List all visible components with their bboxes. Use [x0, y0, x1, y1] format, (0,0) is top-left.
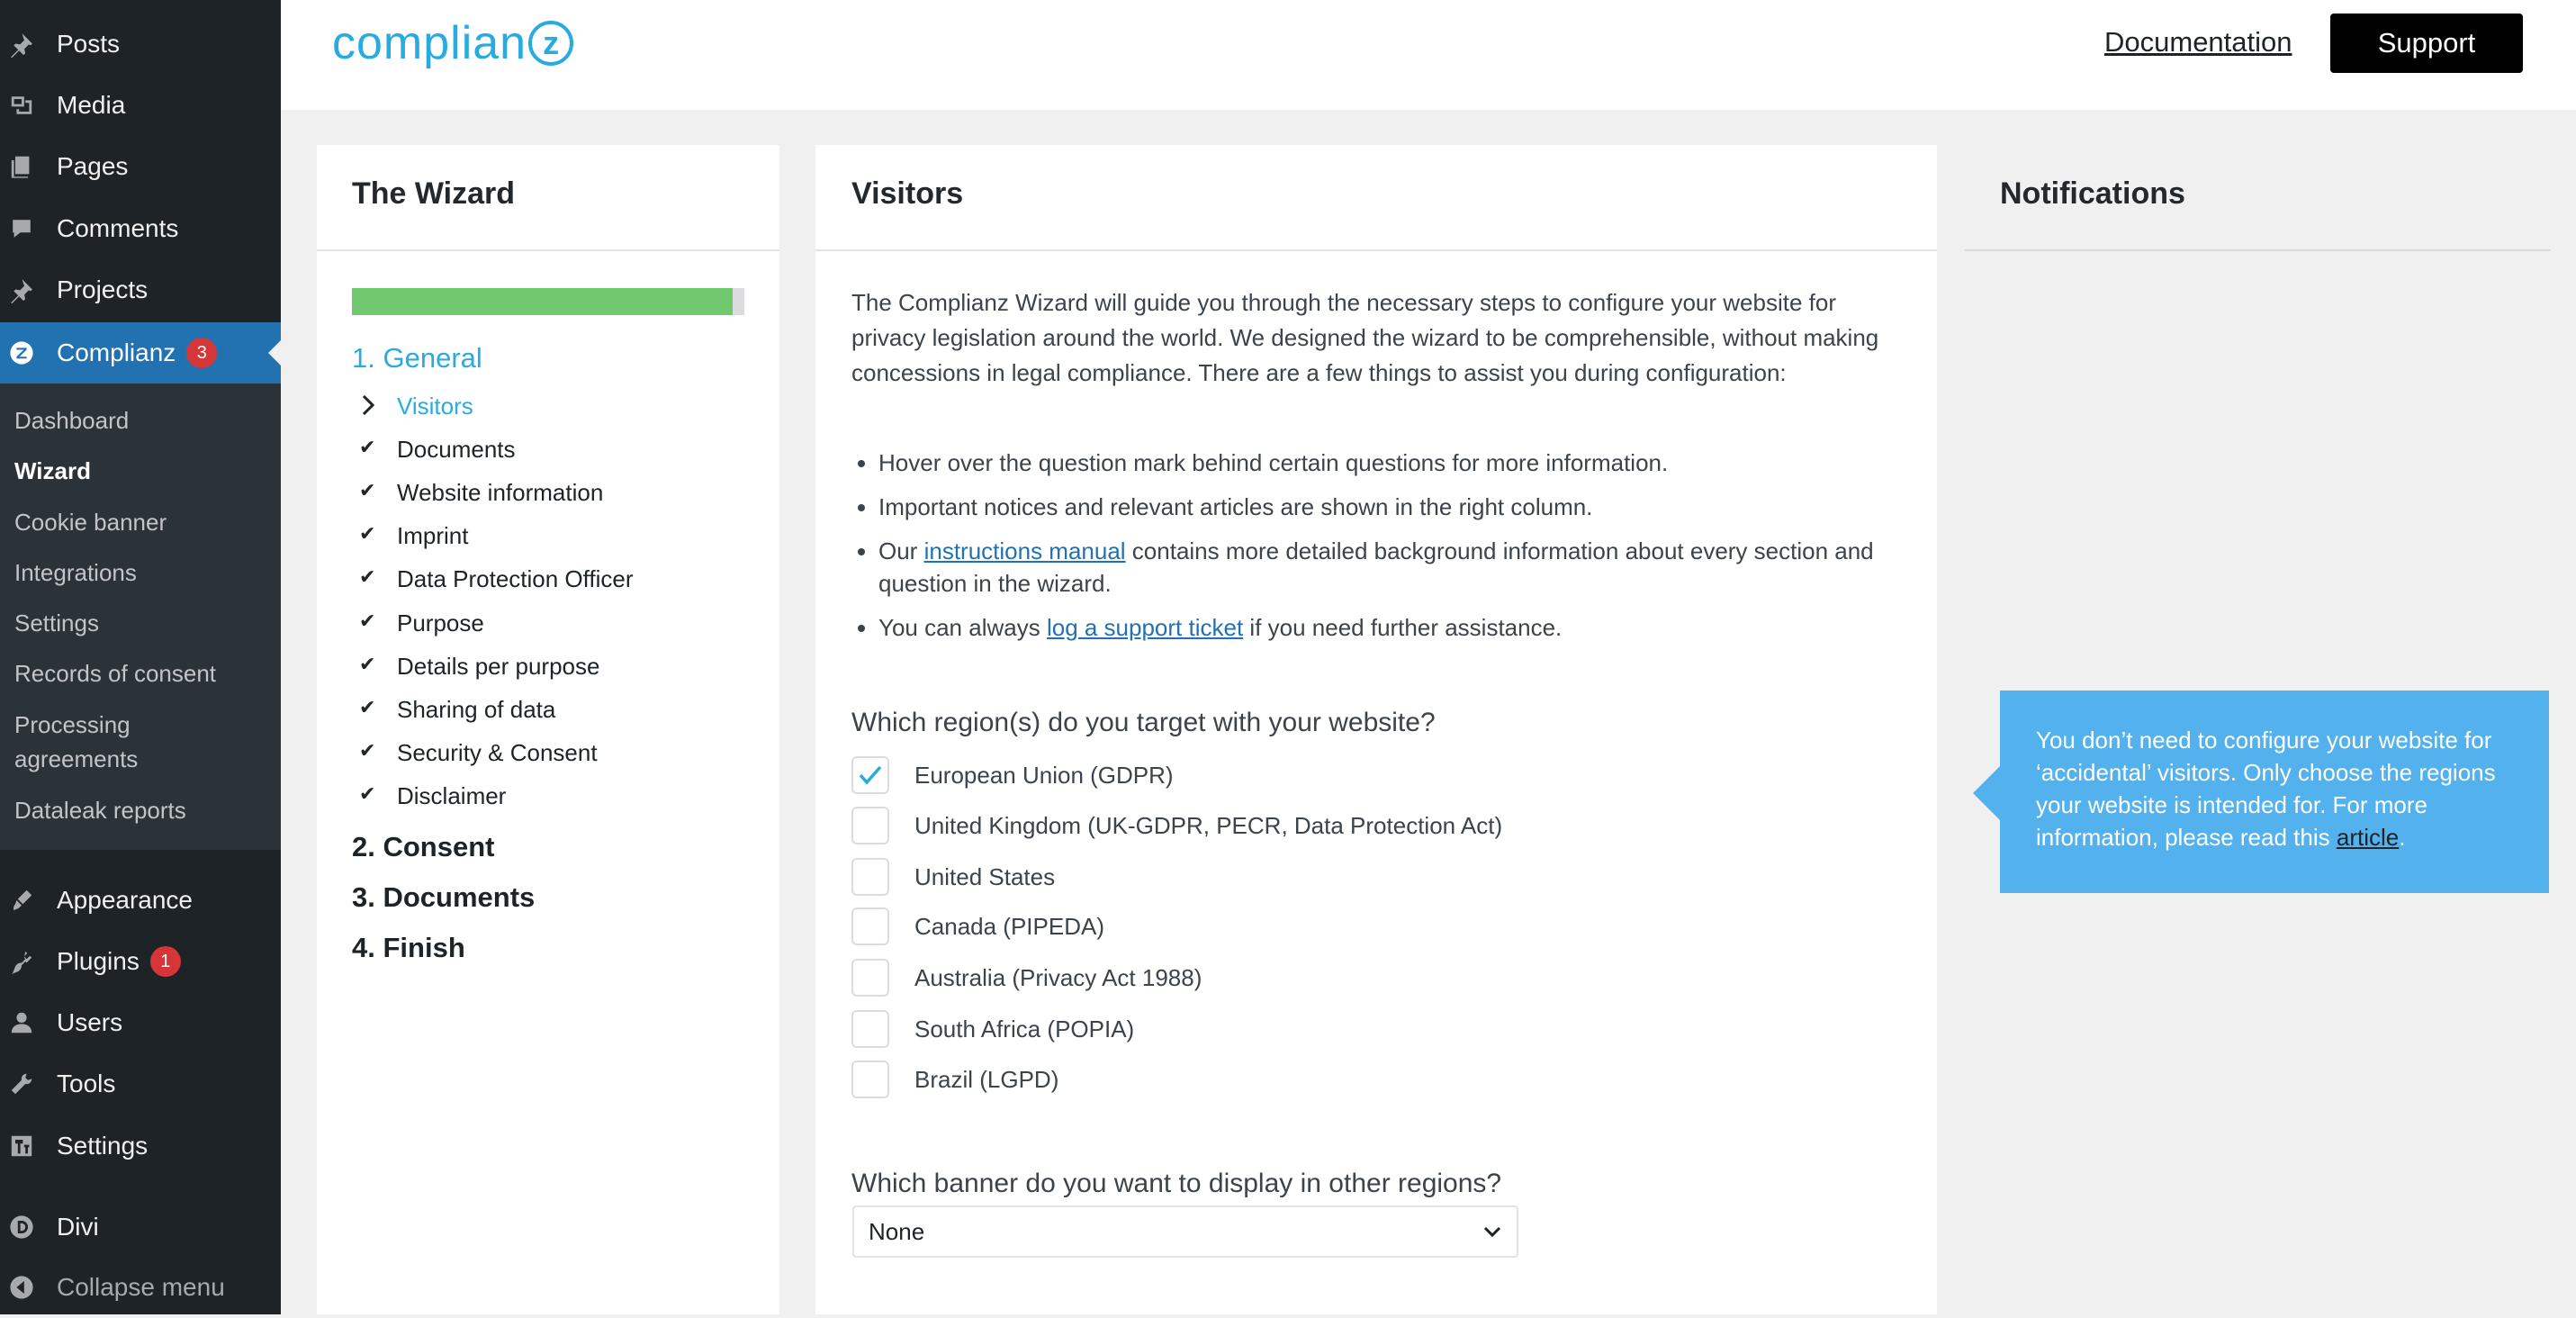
pushpin-icon — [9, 277, 34, 302]
wrench-icon — [9, 1071, 34, 1097]
wizard-progress-bar — [352, 288, 744, 315]
checkbox[interactable] — [851, 858, 889, 896]
submenu-wizard[interactable]: Wizard — [14, 457, 91, 484]
banner-question: Which banner do you want to display in other regions? — [851, 1169, 1502, 1198]
step-finish[interactable]: 4. Finish — [352, 932, 465, 963]
notifications-title: Notifications — [2000, 176, 2185, 211]
notification-badge: 1 — [150, 946, 181, 977]
substep-sharing-of-data[interactable]: Sharing of data — [397, 696, 556, 723]
logo-mark: z — [528, 21, 573, 66]
instructions-manual-link[interactable]: instructions manual — [923, 537, 1126, 564]
complianz-submenu — [0, 384, 281, 850]
step-documents[interactable]: 3. Documents — [352, 881, 536, 913]
admin-sidebar — [0, 0, 281, 1314]
substep-website-information[interactable]: Website information — [397, 479, 604, 506]
sidebar-item-users[interactable] — [0, 992, 281, 1053]
banner-select[interactable]: None — [852, 1205, 1518, 1258]
sidebar-item-projects[interactable] — [0, 259, 281, 320]
checkbox[interactable] — [851, 907, 889, 945]
sidebar-item-pages[interactable] — [0, 136, 281, 197]
wizard-title: The Wizard — [352, 176, 516, 211]
sidebar-item-comments[interactable] — [0, 198, 281, 259]
sidebar-item-tools[interactable] — [0, 1053, 281, 1115]
region-checkbox-uk[interactable]: United Kingdom (UK-GDPR, PECR, Data Protection Act) — [851, 807, 1502, 844]
region-checkbox-brazil[interactable]: Brazil (LGPD) — [851, 1061, 1058, 1098]
chevron-down-icon — [1481, 1220, 1504, 1243]
submenu-cookie-banner[interactable]: Cookie banner — [14, 509, 167, 536]
checkmark-icon: ✔ — [359, 436, 376, 458]
sidebar-item-label: Divi — [57, 1213, 99, 1241]
checkmark-icon: ✔ — [359, 522, 376, 545]
checkmark-icon: ✔ — [359, 739, 376, 762]
intro-text: The Complianz Wizard will guide you through the necessary steps to configure your website for privacy legislation around the world. We designed the wizard to be comprehensible, without making concessions in legal compliance. There are a few things to assist you during configuration: — [851, 289, 1879, 386]
sidebar-item-media[interactable] — [0, 75, 281, 136]
checkmark-icon: ✔ — [359, 565, 376, 588]
substep-documents[interactable]: Documents — [397, 436, 516, 463]
collapse-icon — [9, 1275, 34, 1300]
complianz-logo: complian z — [332, 16, 573, 70]
brush-icon — [9, 888, 34, 913]
sidebar-item-label: Settings — [57, 1132, 149, 1160]
media-icon — [9, 93, 34, 118]
chevron-right-icon — [359, 393, 377, 422]
sidebar-item-label: Users — [57, 1008, 123, 1036]
tip-arrow — [1973, 766, 2000, 820]
list-item: • You can always log a support ticket if you need further assistance. — [878, 611, 1923, 644]
divider — [815, 249, 1937, 251]
submenu-dashboard[interactable]: Dashboard — [14, 407, 130, 434]
divider — [1965, 249, 2551, 251]
sidebar-item-label: Plugins — [57, 947, 140, 975]
step-consent[interactable]: 2. Consent — [352, 831, 495, 862]
substep-security-consent[interactable]: Security & Consent — [397, 739, 598, 766]
substep-imprint[interactable]: Imprint — [397, 522, 469, 549]
substep-details-per-purpose[interactable]: Details per purpose — [397, 653, 600, 680]
plugin-header — [281, 0, 2576, 110]
sidebar-item-label: Comments — [57, 214, 179, 242]
list-item: • Important notices and relevant articles are shown in the right column. — [878, 491, 1923, 523]
region-checkbox-us[interactable]: United States — [851, 858, 1055, 896]
notification-badge: 3 — [186, 338, 217, 368]
support-ticket-link[interactable]: log a support ticket — [1046, 614, 1244, 641]
checkbox[interactable] — [851, 756, 889, 794]
sidebar-item-appearance[interactable] — [0, 870, 281, 931]
settings-icon — [9, 1133, 34, 1159]
comment-icon — [9, 216, 34, 241]
sidebar-item-label: Tools — [57, 1070, 116, 1097]
divider — [317, 249, 779, 251]
checkbox[interactable] — [851, 1061, 889, 1098]
sidebar-item-label: Collapse menu — [57, 1273, 225, 1301]
submenu-settings[interactable]: Settings — [14, 609, 99, 636]
checkmark-icon: ✔ — [359, 479, 376, 501]
checkbox[interactable] — [851, 807, 889, 844]
region-checkbox-eu[interactable]: European Union (GDPR) — [851, 756, 1174, 794]
active-indicator — [268, 340, 281, 366]
plugin-icon — [9, 949, 34, 974]
tips-list — [851, 447, 1923, 655]
substep-data-protection-officer[interactable]: Data Protection Officer — [397, 565, 634, 592]
sidebar-item-label: Media — [57, 91, 126, 119]
help-tip-text: You don’t need to configure your website for ‘accidental’ visitors. Only choose the regions your website is intended for. For more information, please read this article. — [2036, 727, 2496, 851]
checkbox[interactable] — [851, 959, 889, 997]
pushpin-icon — [9, 32, 34, 57]
sidebar-item-label: Projects — [57, 275, 149, 303]
region-checkbox-canada[interactable]: Canada (PIPEDA) — [851, 907, 1104, 945]
complianz-icon — [9, 340, 34, 366]
checkmark-icon — [859, 765, 882, 785]
substep-visitors[interactable]: Visitors — [397, 393, 473, 420]
article-link[interactable]: article — [2336, 824, 2400, 851]
submenu-integrations[interactable]: Integrations — [14, 559, 137, 586]
sidebar-item-plugins[interactable] — [0, 931, 281, 992]
pages-icon — [9, 154, 34, 179]
region-checkbox-south-africa[interactable]: South Africa (POPIA) — [851, 1010, 1134, 1048]
documentation-link[interactable]: Documentation — [2104, 26, 2292, 58]
visitors-title: Visitors — [851, 176, 964, 211]
submenu-dataleak-reports[interactable]: Dataleak reports — [14, 797, 186, 824]
progress-fill — [352, 288, 733, 315]
submenu-records-of-consent[interactable]: Records of consent — [14, 660, 217, 687]
sidebar-item-settings[interactable] — [0, 1115, 281, 1177]
wizard-panel — [317, 145, 779, 1314]
sidebar-item-label: Pages — [57, 152, 129, 180]
collapse-menu-button[interactable] — [0, 1257, 281, 1318]
submenu-processing-agreements[interactable]: Processing agreements — [14, 711, 139, 772]
sidebar-item-divi[interactable] — [0, 1196, 281, 1258]
user-icon — [9, 1010, 34, 1035]
sidebar-item-posts[interactable] — [0, 14, 281, 75]
checkmark-icon: ✔ — [359, 696, 376, 718]
sidebar-item-complianz[interactable] — [0, 322, 281, 384]
sidebar-item-label: Complianz — [57, 339, 176, 366]
checkmark-icon: ✔ — [359, 782, 376, 805]
substep-disclaimer[interactable]: Disclaimer — [397, 782, 507, 809]
list-item: • Our instructions manual contains more detailed background information about every section and question in the wizard. — [878, 535, 1923, 600]
regions-question: Which region(s) do you target with your website? — [851, 708, 1436, 737]
sidebar-item-label: Posts — [57, 30, 121, 58]
checkbox[interactable] — [851, 1010, 889, 1048]
support-button[interactable]: Support — [2330, 14, 2523, 73]
checkmark-icon: ✔ — [359, 653, 376, 675]
divi-icon — [9, 1214, 34, 1240]
sidebar-item-label: Appearance — [57, 886, 194, 914]
list-item: • Hover over the question mark behind certain questions for more information. — [878, 447, 1923, 479]
checkmark-icon: ✔ — [359, 609, 376, 632]
step-general[interactable]: 1. General — [352, 342, 482, 374]
region-checkbox-australia[interactable]: Australia (Privacy Act 1988) — [851, 959, 1202, 997]
substep-purpose[interactable]: Purpose — [397, 609, 484, 636]
